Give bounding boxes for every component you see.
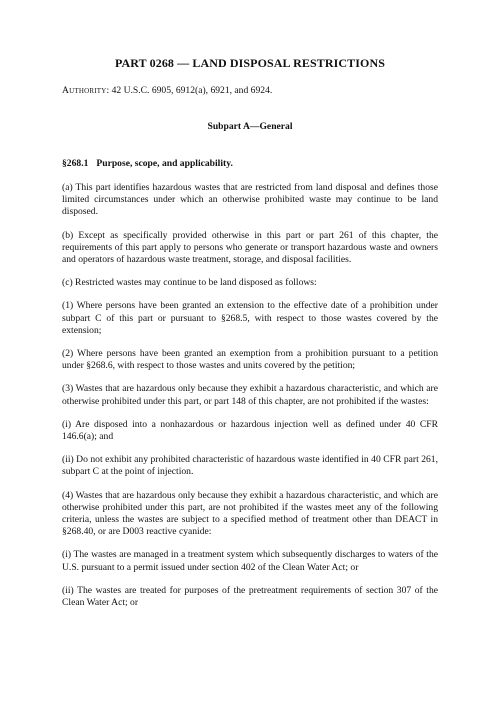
authority-label: Authority	[62, 85, 107, 96]
paragraph-c-2: (2) Where persons have been granted an exemption from a prohibition pursuant to a petition under §268.6, with respect to those wastes and units covered by the petition;	[62, 348, 438, 372]
paragraph-a: (a) This part identifies hazardous wastes that are restricted from land disposal and defines those limited circumstances under which an otherwise prohibited waste may continue to be land disposed.	[62, 182, 438, 218]
paragraph-c-4: (4) Wastes that are hazardous only because they exhibit a hazardous characteristic, and which are otherwise prohibited under this part, are not prohibited if the wastes meet any of the following criteria, unless the wastes are subject to a specified method of treatment other than DEACT in §268.40, or are D003 reactive cyanide:	[62, 489, 438, 538]
section-number: §268.1	[62, 158, 89, 169]
paragraph-c-3-i: (i) Are disposed into a nonhazardous or hazardous injection well as defined under 40 CFR 146.6(a); and	[62, 418, 438, 443]
paragraph-c-4-ii: (ii) The wastes are treated for purposes of the pretreatment requirements of section 307 of the Clean Water Act; or	[62, 584, 438, 609]
authority-citations: : 42 U.S.C. 6905, 6912(a), 6921, and 6924.	[106, 85, 273, 96]
subpart-heading: Subpart A—General	[207, 121, 293, 132]
paragraph-c-4-i: (i) The wastes are managed in a treatment system which subsequently discharges to waters of the U.S. pursuant to a permit issued under section 402 of the Clean Water Act; or	[62, 549, 438, 573]
section-title: Purpose, scope, and applicability.	[96, 158, 233, 169]
paragraph-c: (c) Restricted wastes may continue to be land disposed as follows:	[62, 277, 317, 289]
paragraph-c-3: (3) Wastes that are hazardous only because they exhibit a hazardous characteristic, and which are otherwise prohibited under this part, or part 148 of this chapter, are not prohibited if the wastes:	[62, 383, 438, 407]
paragraph-c-3-ii: (ii) Do not exhibit any prohibited characteristic of hazardous waste identified in 40 CFR part 261, subpart C at the point of injection.	[62, 454, 438, 478]
section-heading	[62, 158, 438, 169]
authority-line	[62, 85, 438, 96]
part-title: PART 0268 — LAND DISPOSAL RESTRICTIONS	[115, 56, 385, 70]
paragraph-c-1: (1) Where persons have been granted an extension to the effective date of a prohibition under subpart C of this part or pursuant to §268.5, with respect to those wastes covered by the extension;	[62, 300, 438, 336]
paragraph-b: (b) Except as specifically provided otherwise in this part or part 261 of this chapter, the requirements of this part apply to persons who generate or transport hazardous waste and owners and operators of hazardous waste treatment, storage, and disposal facilities.	[62, 229, 438, 266]
